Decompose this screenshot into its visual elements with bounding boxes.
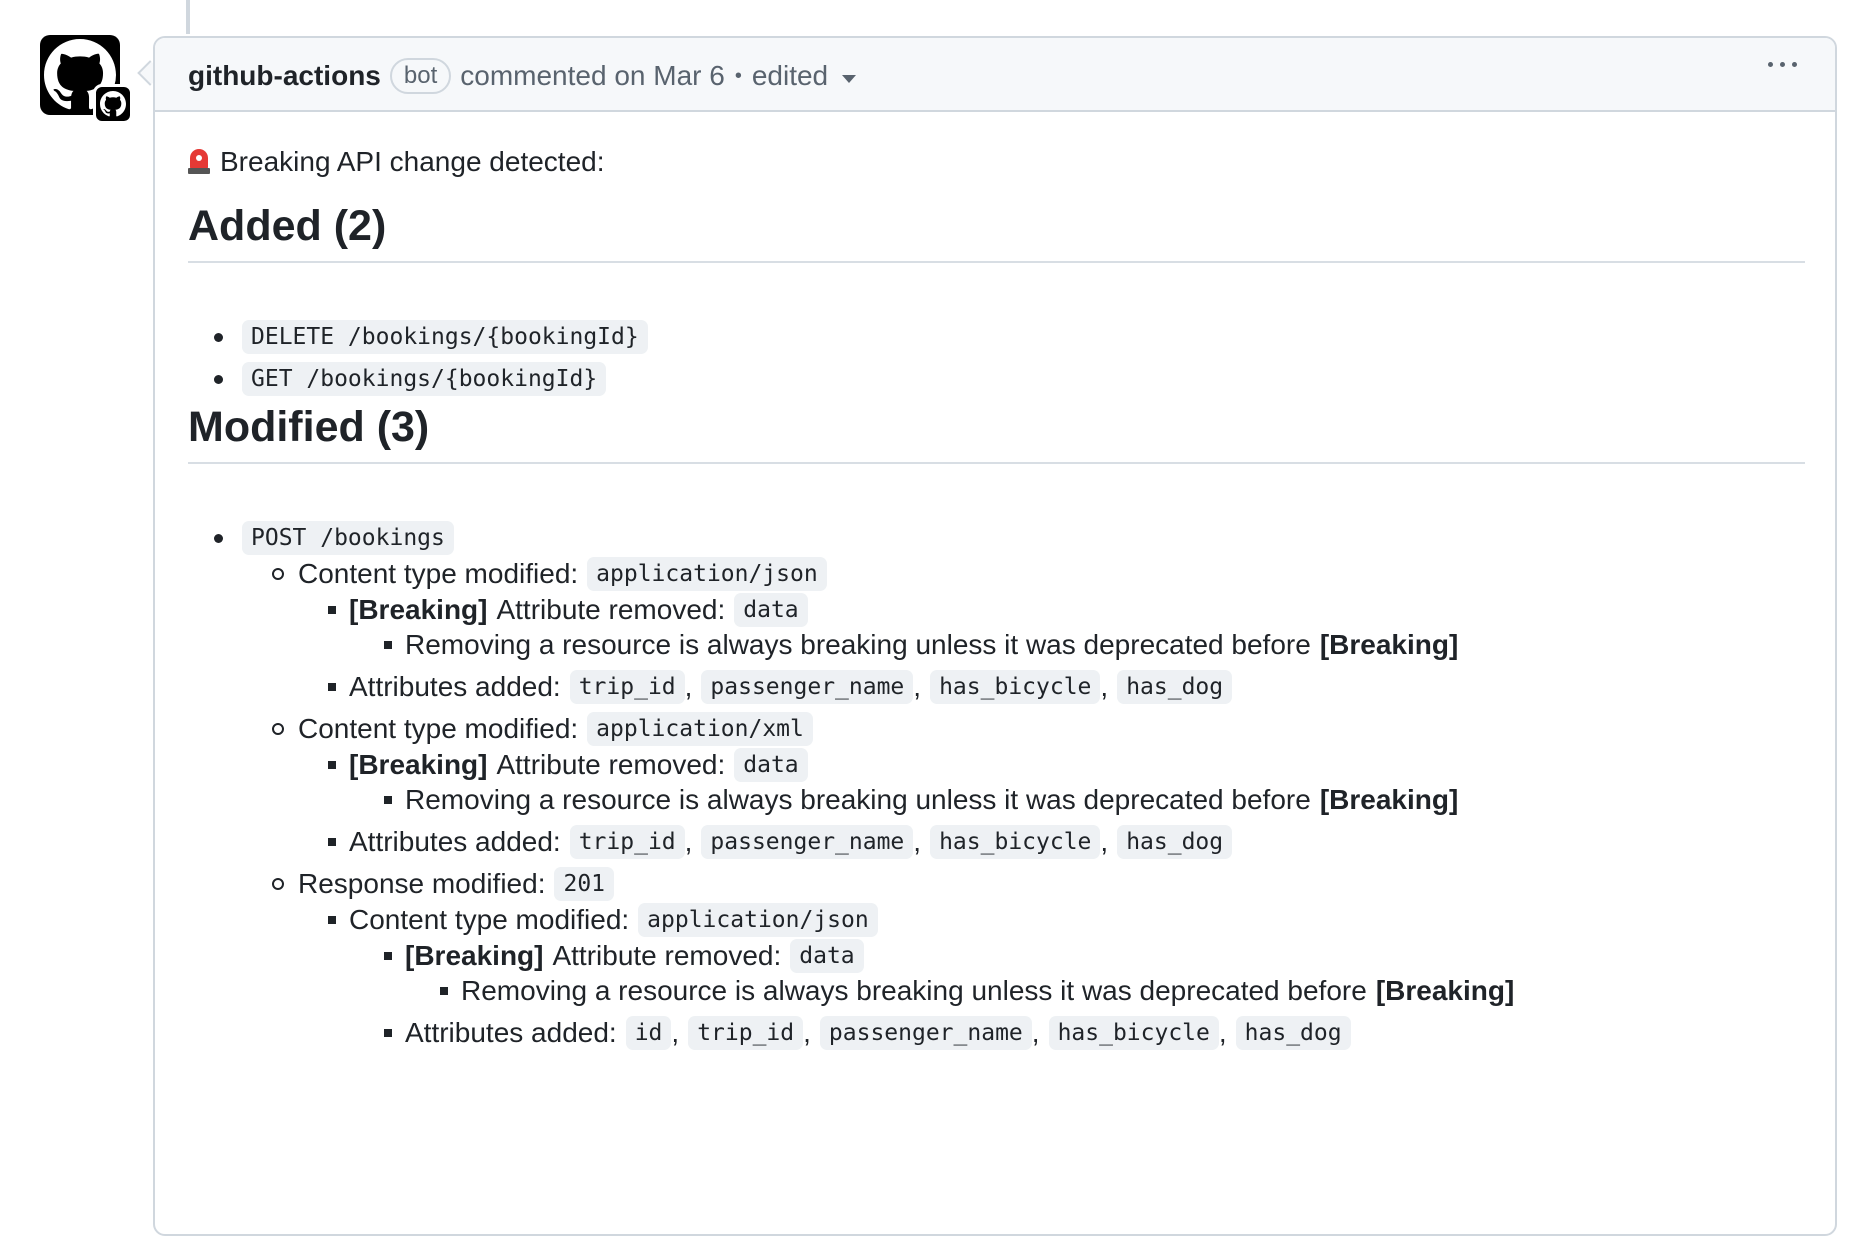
list-item — [328, 593, 808, 627]
code-span: application/json — [638, 903, 878, 937]
label-text: Removing a resource is always breaking unless it was deprecated before — [461, 975, 1367, 1006]
list-item — [384, 939, 864, 973]
code-span: passenger_name — [701, 825, 913, 859]
separator: , — [671, 1017, 680, 1048]
code-span: data — [734, 748, 807, 782]
separator: , — [684, 826, 693, 857]
code-span: trip_id — [688, 1016, 803, 1050]
breaking-tag: [Breaking] — [1319, 784, 1459, 815]
list-item — [272, 557, 827, 591]
code-span: DELETE /bookings/{bookingId} — [242, 320, 648, 354]
breaking-tag: [Breaking] — [349, 749, 488, 780]
code-span: application/json — [587, 557, 827, 591]
label-text: Attribute removed: — [496, 749, 726, 780]
comment-header — [155, 38, 1835, 112]
separator: , — [803, 1017, 811, 1048]
label-text: Response modified: — [298, 868, 546, 899]
breaking-tag: [Breaking] — [1319, 629, 1459, 660]
code-span: passenger_name — [701, 670, 913, 704]
timeline-connector — [186, 0, 190, 34]
bot-badge: bot — [390, 58, 451, 94]
heading-added: Added (2) — [188, 202, 1805, 263]
code-span: trip_id — [570, 825, 685, 859]
kebab-horizontal-icon[interactable] — [1768, 62, 1797, 67]
separator: , — [1031, 1017, 1040, 1048]
comment-author[interactable]: github-actions — [188, 60, 381, 91]
label-text: Content type modified: — [298, 713, 579, 744]
list-item — [214, 362, 606, 396]
list-item — [214, 320, 648, 354]
list-item — [328, 748, 808, 782]
heading-modified: Modified (3) — [188, 403, 1805, 464]
code-span: has_bicycle — [930, 825, 1100, 859]
code-span: has_dog — [1236, 1016, 1351, 1050]
list-item — [440, 975, 1514, 1007]
list-item — [328, 825, 1232, 859]
rotating-light-icon — [188, 149, 210, 175]
intro-text: Breaking API change detected: — [220, 146, 605, 177]
code-span: passenger_name — [820, 1016, 1032, 1050]
triangle-down-icon[interactable] — [842, 75, 856, 83]
list-item — [384, 784, 1458, 816]
breaking-tag: [Breaking] — [1375, 975, 1515, 1006]
code-span: id — [626, 1016, 672, 1050]
separator: , — [913, 826, 922, 857]
label-text: Content type modified: — [298, 558, 579, 589]
code-span: has_bicycle — [930, 670, 1100, 704]
label-text: Attributes added: — [349, 826, 561, 857]
separator: , — [684, 671, 693, 702]
code-span: has_dog — [1117, 670, 1232, 704]
github-mark-icon — [100, 91, 126, 117]
code-span: has_dog — [1117, 825, 1232, 859]
separator: , — [1218, 1017, 1227, 1048]
list-item — [272, 867, 614, 901]
list-item — [384, 1016, 1351, 1050]
breaking-tag: [Breaking] — [349, 594, 488, 625]
code-span: 201 — [554, 867, 614, 901]
separator: , — [913, 671, 922, 702]
separator: • — [734, 64, 742, 87]
list-item — [328, 903, 878, 937]
comment-timestamp[interactable]: commented on Mar 6 — [460, 60, 725, 91]
code-span: trip_id — [570, 670, 685, 704]
label-text: Attributes added: — [349, 671, 561, 702]
label-text: Attribute removed: — [552, 940, 782, 971]
list-item — [272, 712, 813, 746]
label-text: Content type modified: — [349, 904, 630, 935]
comment-box — [153, 36, 1837, 1236]
code-span: application/xml — [587, 712, 813, 746]
code-span: has_bicycle — [1049, 1016, 1219, 1050]
intro-line — [188, 146, 605, 178]
list-item — [328, 670, 1232, 704]
separator: , — [1100, 826, 1109, 857]
list-item — [384, 629, 1458, 661]
breaking-tag: [Breaking] — [405, 940, 544, 971]
label-text: Attribute removed: — [496, 594, 726, 625]
list-item — [214, 521, 454, 555]
code-span: GET /bookings/{bookingId} — [242, 362, 606, 396]
label-text: Removing a resource is always breaking unless it was deprecated before — [405, 629, 1311, 660]
separator: , — [1100, 671, 1109, 702]
label-text: Attributes added: — [405, 1017, 617, 1048]
label-text: Removing a resource is always breaking unless it was deprecated before — [405, 784, 1311, 815]
code-span: POST /bookings — [242, 521, 454, 555]
edited-label[interactable]: edited — [751, 60, 829, 91]
code-span: data — [790, 939, 863, 973]
app-badge — [93, 84, 133, 124]
code-span: data — [734, 593, 807, 627]
